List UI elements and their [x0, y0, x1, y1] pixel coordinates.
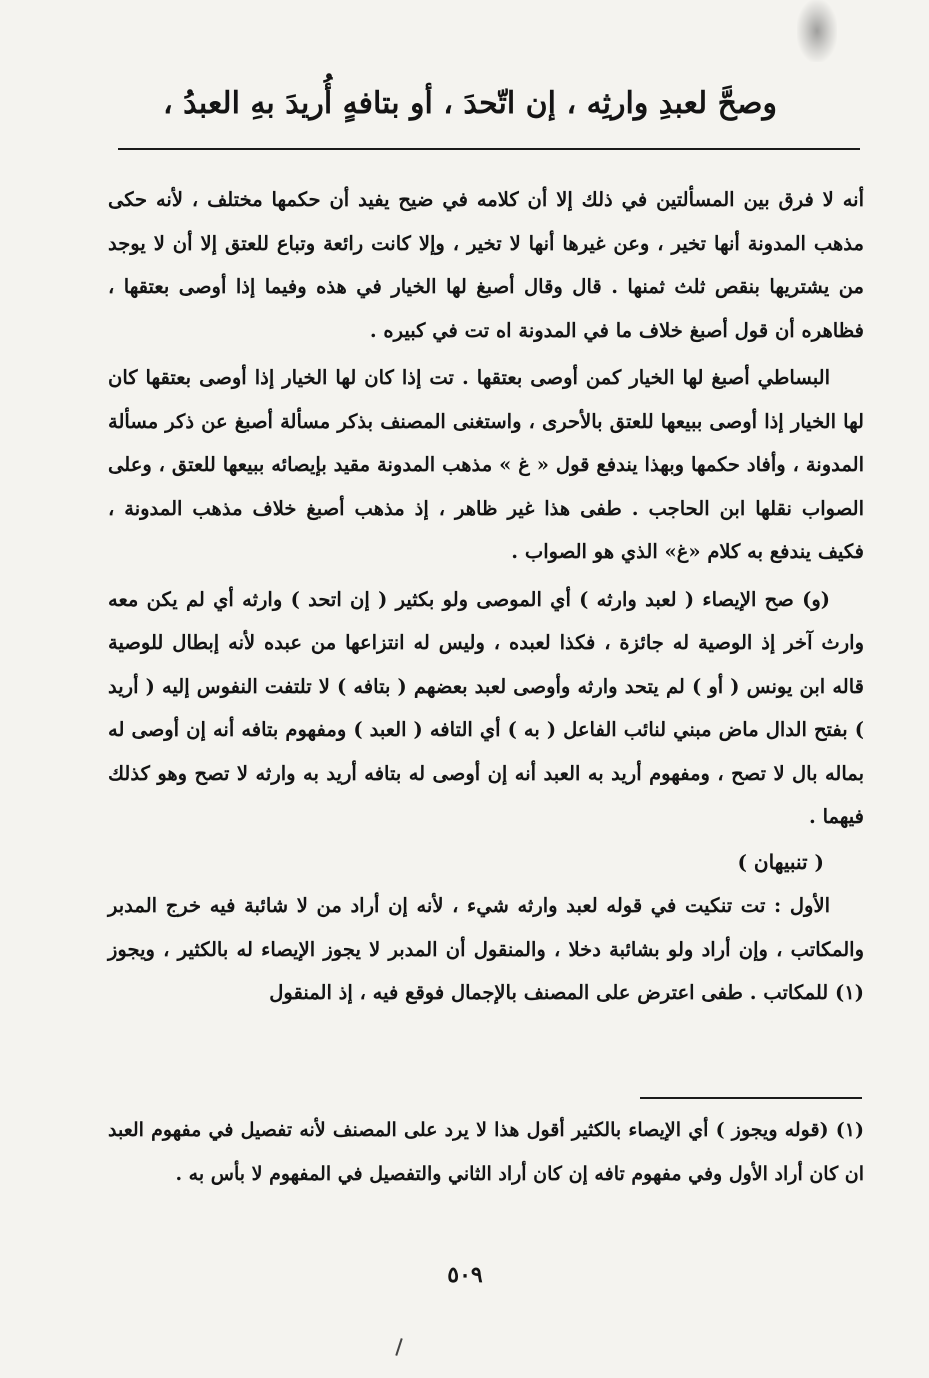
footnote-rule	[640, 1097, 862, 1099]
paragraph-3: (و) صح الإيصاء ( لعبد وارثه ) أي الموصى ولو بكثير ( إن اتحد ) وارثه أي لم يكن معه وارث آخر إذ الوصية له جائزة ، فكذا لعبده ، وليس له انتزاعها من عبده لأنه إبطال للوصية قاله ابن يونس ( أو ) لم يتحد وارثه وأوصى لعبد بعضهم ( بتافه ) لا تلتفت النفوس إليه ( أريد ) بفتح الدال ماض مبني لنائب الفاعل ( به ) أي التافه ( العبد ) ومفهوم بتافه أنه إن أوصى له بماله بال لا تصح ، ومفهوم أريد به العبد أنه إن أوصى له بتافه أريد به وارثه لا تصح وهو كذلك فيهما .	[108, 587, 864, 828]
main-text	[108, 178, 864, 1015]
page-number: ٥٠٩	[447, 1262, 483, 1288]
heading-rule	[118, 148, 860, 150]
footnote: (١) (قوله ويجوز ) أي الإيصاء بالكثير أقول هذا لا يرد على المصنف لأنه تفصيل في مفهوم العبد ان كان أراد الأول وفي مفهوم تافه إن كان أراد الثاني والتفصيل في المفهوم لا بأس به .	[108, 1119, 864, 1185]
paragraph-1: أنه لا فرق بين المسألتين في ذلك إلا أن كلامه في ضيح يفيد أن حكمها مختلف ، لأنه حكى مذهب المدونة أنها تخير ، وعن غيرها أنها لا تخير ، وإلا كانت رائعة وتباع للعتق إلا أن لا يوجد من يشتريها بنقص ثلث ثمنها . قال وقال أصبغ لها الخيار في هذه وفيما إذا أوصى بعتقها ، فظاهره أن قول أصبغ خلاف ما في المدونة اه تت في كبيره .	[108, 188, 864, 342]
scan-mark	[395, 1338, 402, 1356]
paragraph-4: الأول : تت تنكيت في قوله لعبد وارثه شيء ، لأنه إن أراد من لا شائبة فيه خرج المدبر والمكاتب ، وإن أراد ولو بشائبة دخلا ، والمنقول أن المدبر لا يجوز الإيصاء له بالكثير ، ويجوز (١) للمكاتب . طفى اعترض على المصنف بالإجمال فوقع فيه ، إذ المنقول	[108, 894, 864, 1004]
scan-smudge	[797, 0, 837, 62]
tanbih-heading: ( تنبيهان )	[737, 849, 824, 874]
page-heading: وصحَّ لعبدِ وارثِه ، إن اتّحدَ ، أو بتافهٍ أُريدَ بهِ العبدُ ،	[163, 86, 777, 121]
paragraph-2: البساطي أصبغ لها الخيار كمن أوصى بعتقها . تت إذا كان لها الخيار إذا أوصى بعتقها كان لها الخيار إذا أوصى ببيعها للعتق بالأحرى ، واستغنى المصنف بذكر مسألة أصبغ عن ذكر مسألة المدونة ، وأفاد حكمها وبهذا يندفع قول « غ » مذهب المدونة مقيد بإيصائه ببيعها للعتق ، وعلى الصواب نقلها ابن الحاجب . طفى هذا غير ظاهر ، إذ مذهب أصبغ خلاف مذهب المدونة ، فكيف يندفع به كلام «غ» الذي هو الصواب .	[108, 366, 864, 563]
